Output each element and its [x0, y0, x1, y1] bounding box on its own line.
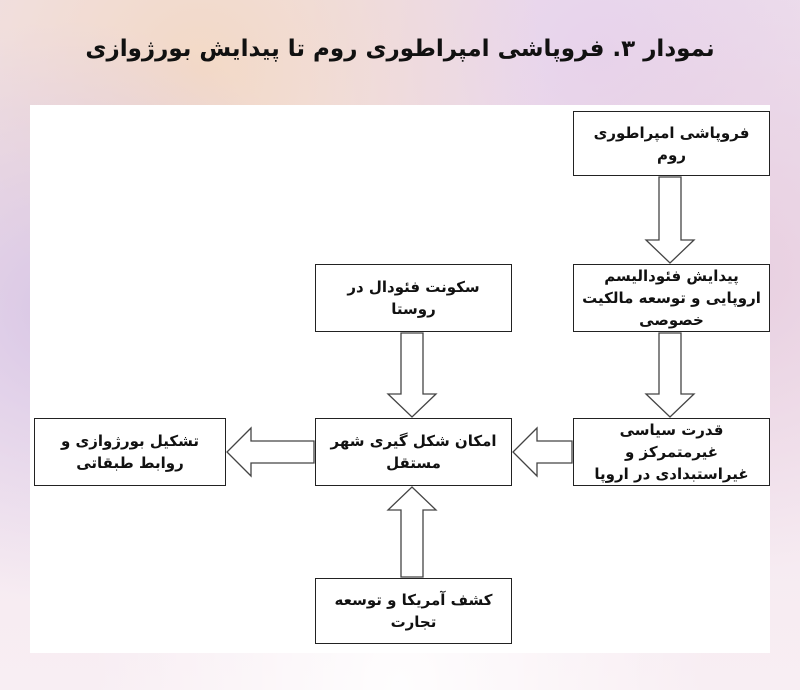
node-feudal-village: سکونت فئودال در روستا — [315, 264, 512, 332]
node-america-trade: کشف آمریکا و توسعه تجارت — [315, 578, 512, 644]
node-independent-city: امکان شکل گیری شهر مستقل — [315, 418, 512, 486]
node-bourgeoisie: تشکیل بورژوازی و روابط طبقاتی — [34, 418, 226, 486]
diagram-canvas — [30, 105, 770, 653]
node-rome-collapse: فروپاشی امپراطوری روم — [573, 111, 770, 176]
node-decentralized-power: قدرت سیاسی غیرمتمرکز و غیراستبدادی در اروپا — [573, 418, 770, 486]
diagram-title: نمودار ۳. فروپاشی امپراطوری روم تا پیدایش بورژوازی — [85, 36, 715, 62]
node-feudalism: پیدایش فئودالیسم اروپایی و توسعه مالکیت خصوصی — [573, 264, 770, 332]
